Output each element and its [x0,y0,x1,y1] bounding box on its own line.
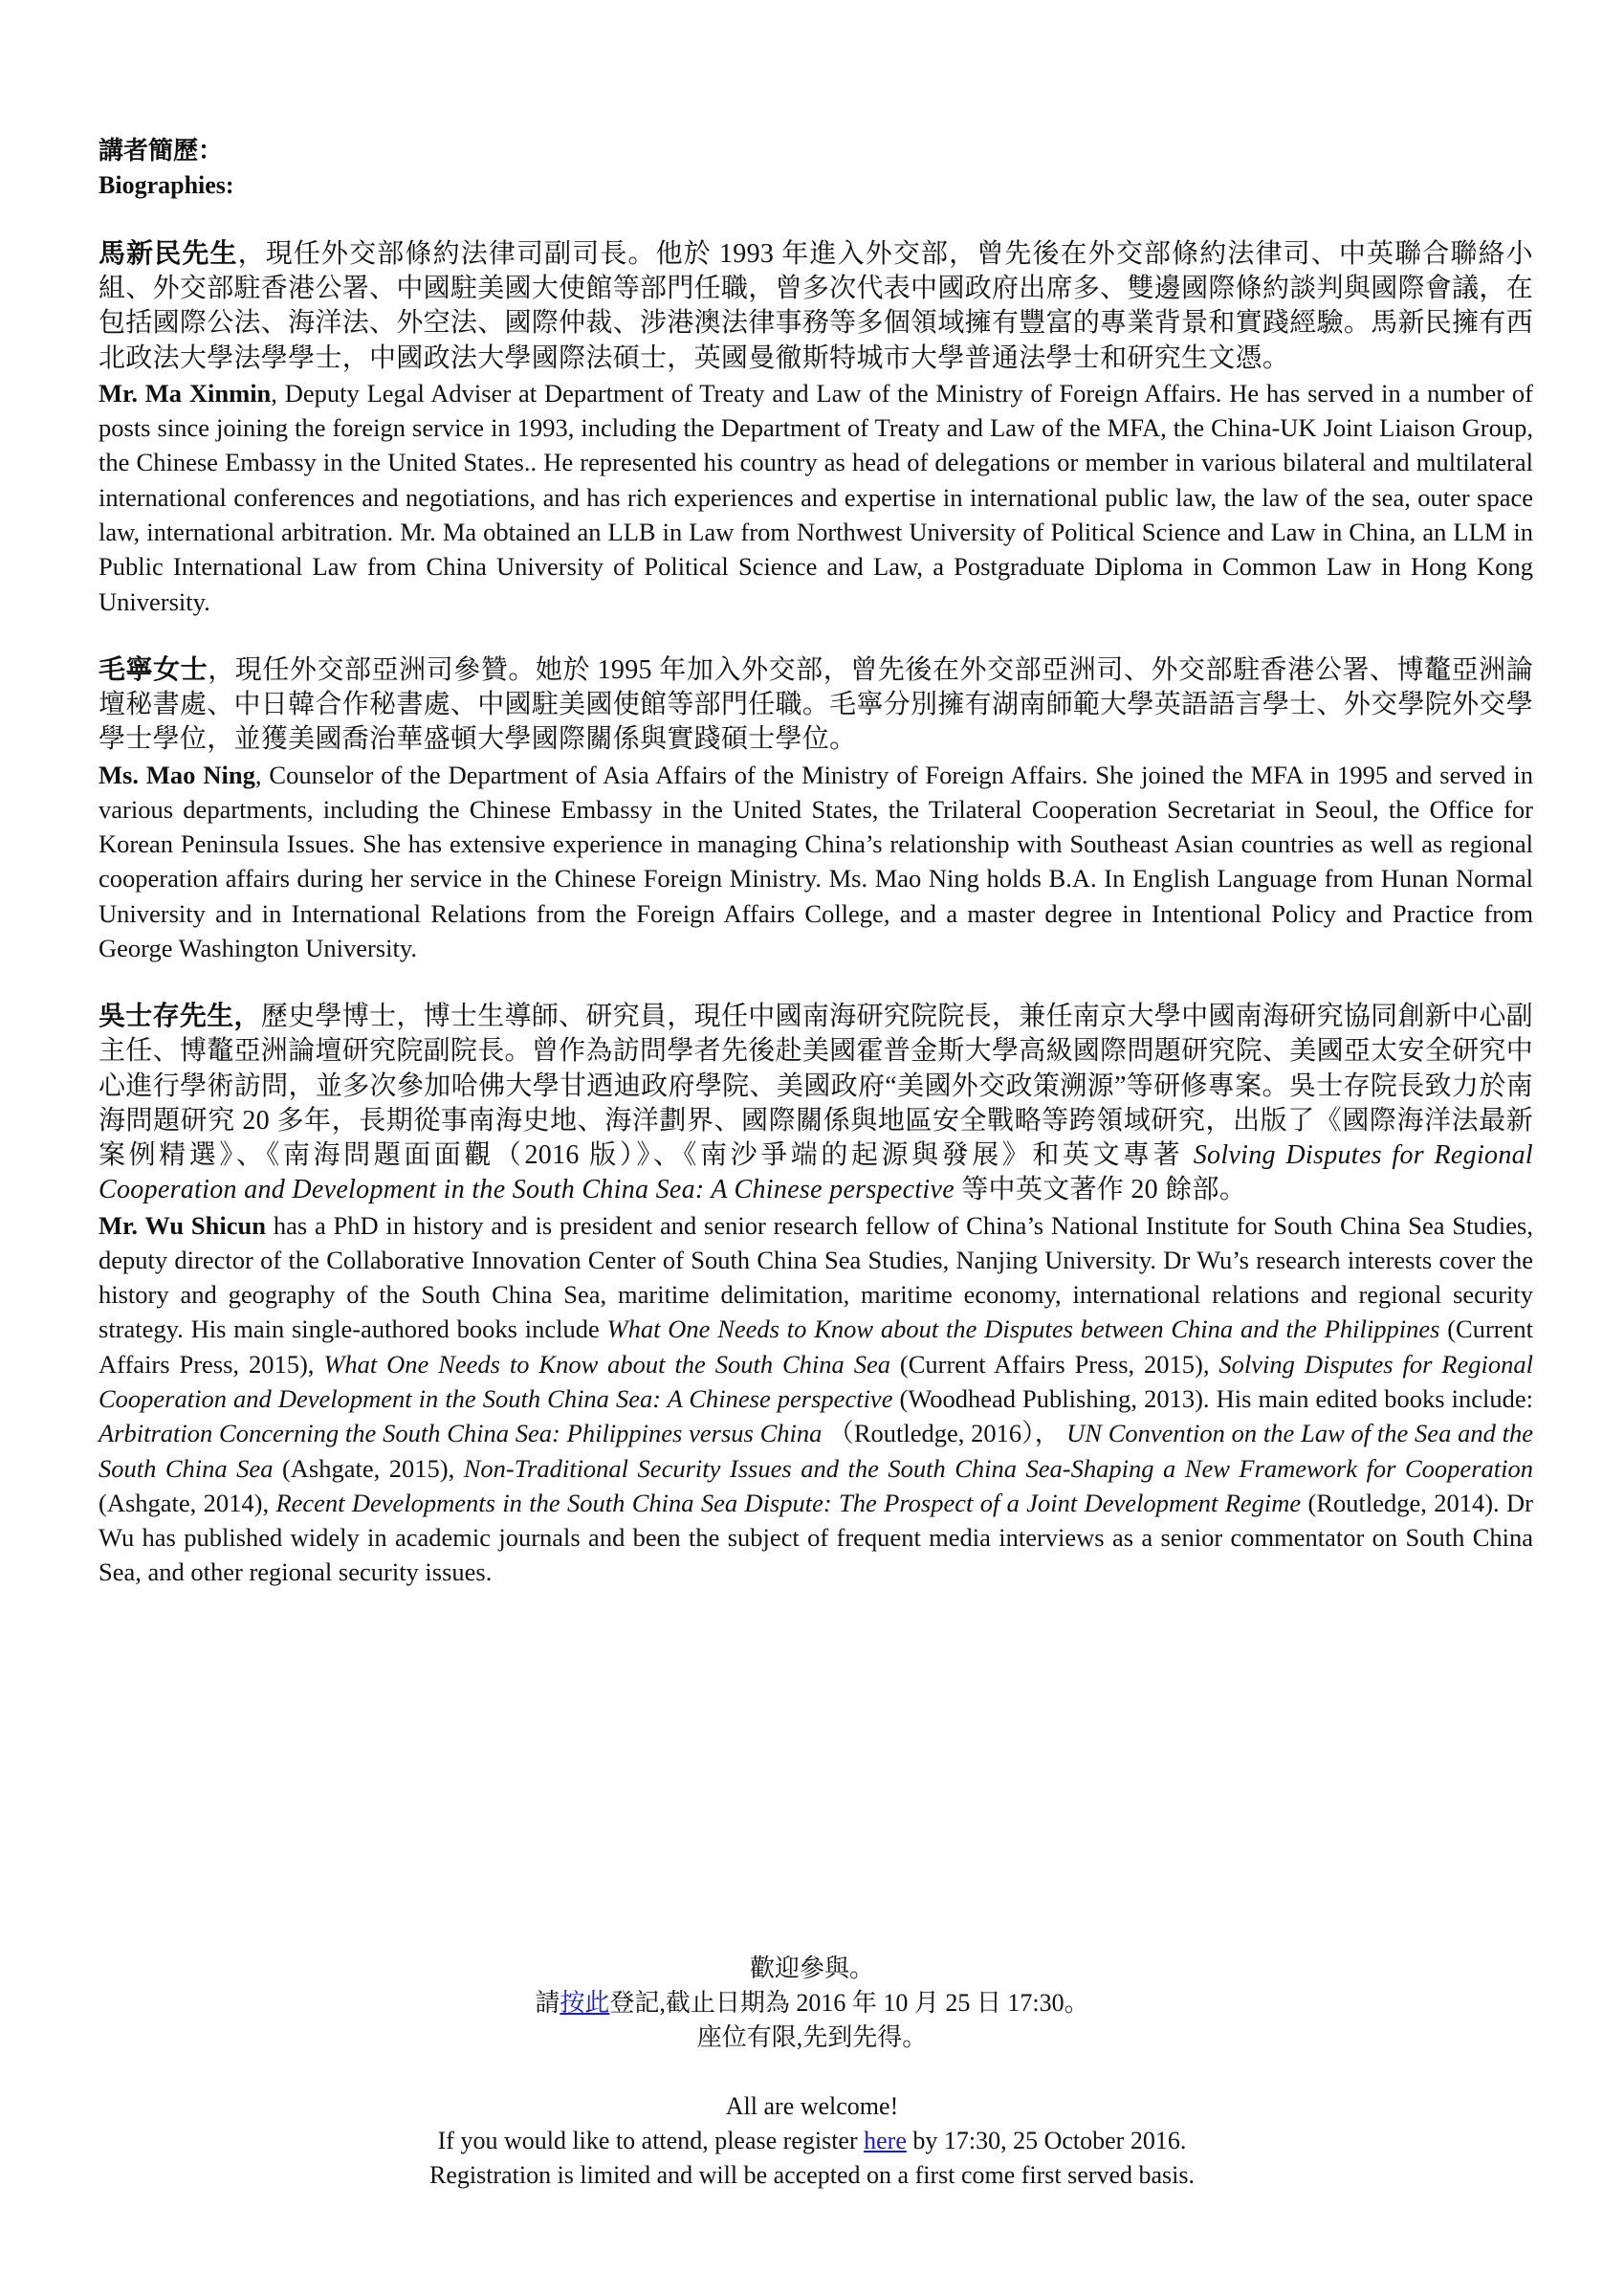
bio-en-text: , Deputy Legal Adviser at Department of Treaty and Law of the Ministry of Foreign Affairs. He has served in a number of posts since joining the foreign service in 1993, including the Department of Treaty and Law of the MFA, the China-UK Joint Liaison Group, the Chinese Embassy in the United States.. He represented his country as head of delegations or member in various bilateral and multilateral international conferences and negotiations, and has rich experiences and expertise in international public law, the law of the sea, outer space law, international arbitration. Mr. Ma obtained an LLB in Law from Northwest University of Political Science and Law in China, an LLM in Public International Law from China University of Political Science and Law, a Postgraduate Diploma in Common Law in Hong Kong University. [99,378,1533,616]
document-body [99,134,1533,1590]
bio-zh-book-title: Solving Disputes for Regional Cooperation and Development in the South China Sea: A Chinese perspective [99,1140,1534,1205]
register-zh-prefix: 請 [535,1989,560,2017]
bio-en-name: Mr. Ma Xinmin [99,378,272,408]
footer-spacer [0,2055,1624,2089]
bio-wu-shicun [99,1000,1533,1589]
register-line-zh [0,1986,1624,2020]
limited-seats-en: Registration is limited and will be accepted on a first come first served basis. [428,2161,1195,2189]
bio-en-text: (Current Affairs Press, 2015), [889,1349,1219,1379]
register-link-zh[interactable]: 按此 [560,1989,610,2017]
bio-en-text: (Ashgate, 2014), [99,1488,276,1517]
bio-ma-xinmin [99,237,1533,619]
book-title: What One Needs to Know about the South China Sea [323,1349,890,1379]
bio-en-text: (Ashgate, 2015), [273,1453,464,1483]
bio-en-paragraph [99,376,1533,619]
book-title: Recent Developments in the South China Sea Dispute: The Prospect of a Joint Development Regime [275,1488,1302,1517]
bio-zh-name: 吳士存先生， [99,1002,261,1032]
bio-zh-paragraph [99,237,1533,376]
bio-zh-paragraph [99,653,1533,758]
bio-zh-name: 馬新民先生 [99,239,238,269]
register-zh-suffix: 登記,截止日期為 2016 年 10 月 25 日 17:30。 [609,1989,1089,2017]
book-title: Arbitration Concerning the South China Sea: Philippines versus China [99,1419,823,1448]
heading-zh: 講者簡歷： [99,137,224,165]
bio-en-paragraph [99,1208,1533,1590]
bio-zh-text: ，現任外交部亞洲司參贊。她於 1995 年加入外交部，曾先後在外交部亞洲司、外交部駐香港公署、博鼇亞洲論壇秘書處、中日韓合作秘書處、中國駐美國使館等部門任職。毛寧分別擁有湖南師範大學英語語言學士、外交學院外交學學士學位，並獲美國喬治華盛頓大學國際關係與實踐碩士學位。 [99,654,1534,755]
bio-en-text: (Woodhead Publishing, 2013). His main edited books include: [892,1383,1533,1413]
book-title: Non-Traditional Security Issues and the South China Sea-Shaping a New Framework for Cooperation [463,1453,1533,1483]
bio-zh-text: ，現任外交部條約法律司副司長。他於 1993 年進入外交部，曾先後在外交部條約法律司、中英聯合聯絡小組、外交部駐香港公署、中國駐美國大使館等部門任職，曾多次代表中國政府出席多、雙邊國際條約談判與國際會議，在包括國際公法、海洋法、外空法、國際仲裁、涉港澳法律事務等多個領域擁有豐富的專業背景和實踐經驗。馬新民擁有西北政法大學法學學士，中國政法大學國際法碩士，英國曼徹斯特城市大學普通法學士和研究生文憑。 [99,239,1533,373]
bio-en-name: Mr. Wu Shicun [99,1210,266,1240]
book-title: UN Convention on the Law of the Sea and the South China Sea [99,1419,1533,1483]
limited-seats-zh: 座位有限,先到先得。 [696,2023,928,2051]
welcome-zh: 歡迎參與。 [749,1954,874,1982]
register-en-suffix: by 17:30, 25 October 2016. [906,2127,1187,2154]
bio-zh-paragraph [99,1000,1533,1207]
bio-en-text: （Routledge, 2016）， [822,1419,1067,1448]
heading-en: Biographies: [99,171,234,199]
bio-zh-name: 毛寧女士 [99,654,208,685]
bio-mao-ning [99,653,1533,965]
register-link-en[interactable]: here [864,2127,907,2154]
bio-en-text: has a PhD in history and is president and senior research fellow of China’s National Institute for South China Sea Studies, deputy director of the Collaborative Innovation Center of South China Sea Studies, Nanjing University. Dr Wu’s research interests cover the history and geography of the South China Sea, maritime delimitation, maritime economy, international relations and regional security strategy. His main single-authored books include [99,1210,1533,1344]
book-title: What One Needs to Know about the Disputes between China and the Philippines [606,1314,1440,1344]
bio-en-text: (Routledge, 2014). Dr Wu has published widely in academic journals and been the subject of frequent media interviews as a senior commentator on South China Sea, and other regional security issues. [99,1488,1533,1587]
book-title: Solving Disputes for Regional Cooperation and Development in the South China Sea: A Chinese perspective [99,1349,1533,1413]
register-line-en [0,2124,1624,2158]
registration-footer [0,1952,1624,2193]
bio-en-paragraph [99,758,1533,966]
bio-en-text: , Counselor of the Department of Asia Affairs of the Ministry of Foreign Affairs. She joined the MFA in 1995 and served in various departments, including the Chinese Embassy in the United States, the Trilateral Cooperation Secretariat in Seoul, the Office for Korean Peninsula Issues. She has extensive experience in managing China’s relationship with Southeast Asian countries as well as regional cooperation affairs during her service in the Chinese Foreign Ministry. Ms. Mao Ning holds B.A. In English Language from Hunan Normal University and in International Relations from the Foreign Affairs College, and a master degree in Intentional Policy and Practice from George Washington University. [99,760,1533,962]
bio-zh-text: 歷史學博士，博士生導師、研究員，現任中國南海研究院院長，兼任南京大學中國南海研究協同創新中心副主任、博鼇亞洲論壇研究院副院長。曾作為訪問學者先後赴美國霍普金斯大學高級國際問題研究院、美國亞太安全研究中心進行學術訪問，並多次參加哈佛大學甘迺迪政府學院、美國政府“美國外交政策溯源”等研修專案。吳士存院長致力於南海問題研究 20 多年，長期從事南海史地、海洋劃界、國際關係與地區安全戰略等跨領域研究，出版了《國際海洋法最新案例精選》、《南海問題面面觀（2016 版）》、《南沙爭端的起源與發展》和英文專著 [99,1002,1533,1171]
welcome-en: All are welcome! [725,2092,899,2120]
bio-en-text: (Current Affairs Press, 2015), [99,1314,1533,1379]
register-en-prefix: If you would like to attend, please register [437,2127,865,2154]
bio-zh-tail: 等中英文著作 20 餘部。 [954,1175,1247,1205]
bio-en-name: Ms. Mao Ning [99,760,255,789]
